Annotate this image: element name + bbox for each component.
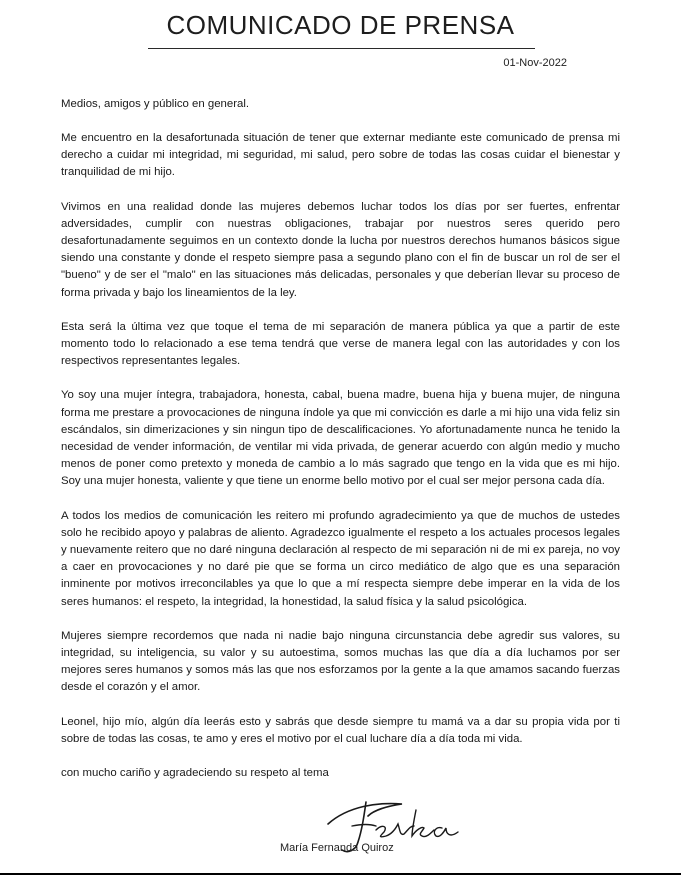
paragraph-1: Me encuentro en la desafortunada situación de tener que externar mediante este comunicado de prensa mi derecho a cuidar mi integridad, mi seguridad, mi salud, pero sobre de todas las cosas cuidar el bienestar y tranquilidad de mi hijo. [61,132,620,179]
title-divider [148,48,535,49]
paragraph-3: Esta será la última vez que toque el tema de mi separación de manera pública ya que a partir de este momento todo lo relacionado a ese tema tendrá que verse de manera legal con las autoridades y con los respectivos representantes legales. [61,320,620,368]
letter-body [61,96,620,782]
closing-line: con mucho cariño y agradeciendo su respeto al tema [61,767,329,780]
paragraph-7: Leonel, hijo mío, algún día leerás esto y sabrás que desde siempre tu mamá va a dar su propia vida por ti sobre de todas las cosas, te amo y eres el motivo por el cual luchare día a día toda mi vida. [61,715,620,745]
greeting: Medios, amigos y público en general. [61,98,250,110]
signer-name: María Fernanda Quiroz [280,842,394,854]
paragraph-2: Vivimos en una realidad donde las mujeres debemos luchar todos los días por ser fuertes, enfrentar adversidades, cumplir con nuestras obligaciones, trabajar por nuestros seres querido pero desafortunadamente seguimos en un contexto donde la lucha por nuestros derechos humanos básicos sigue siendo una constante y donde el respeto siempre pasa a segundo plano con el fin de buscar un rol de ser el "bueno" y de ser el "malo" en las situaciones más delicadas, personales y que deberían llevar su proceso de forma privada y bajo los lineamientos de la ley. [61,200,620,299]
bottom-divider [0,873,681,875]
paragraph-5: A todos los medios de comunicación les reitero mi profundo agradecimiento ya que de muchos de ustedes solo he recibido apoyo y palabras de aliento. Agradezco igualmente el respeto a los actuales procesos legales y nuevamente reitero que no daré ninguna declaración al respecto de mi separación ni de mi ex pareja, no voy a caer en provocaciones y no daré pie que se forma un circo mediático de algo que es una separación inminente por motivos irreconcilables ya que lo que a mí respecta siempre debe imperar en la vida de los seres humanos: el respeto, la integridad, la honestidad, la salud física y la salud psicológica. [61,509,620,608]
page-title: COMUNICADO DE PRENSA [166,10,515,40]
release-date: 01-Nov-2022 [503,57,567,69]
paragraph-4: Yo soy una mujer íntegra, trabajadora, honesta, cabal, buena madre, buena hija y buena mujer, de ninguna forma me prestare a provocaciones de ninguna índole ya que mi convicción es darle a mi hijo una vida feliz sin escándalos, sin dimerizaciones y sin ningun tipo de descalificaciones. Yo afortunadamente nunca he tenido la necesidad de vender información, de ventilar mi vida privada, de generar acuerdo con algún medio y mucho menos de poner como pretexto y moneda de cambio a lo más sagrado que tengo en la vida que es mi hijo. Soy una mujer honesta, valiente y que tiene un enorme bello motivo por el cual ser mejor persona cada día. [61,389,620,488]
paragraph-6: Mujeres siempre recordemos que nada ni nadie bajo ninguna circunstancia debe agredir sus valores, su integridad, su inteligencia, su valor y su autoestima, somos muchas las que día a día luchamos por ser mejores seres humanos y somos más las que nos esforzamos por la gente a la que amamos sacando fuerzas desde el corazón y el amor. [61,629,620,694]
